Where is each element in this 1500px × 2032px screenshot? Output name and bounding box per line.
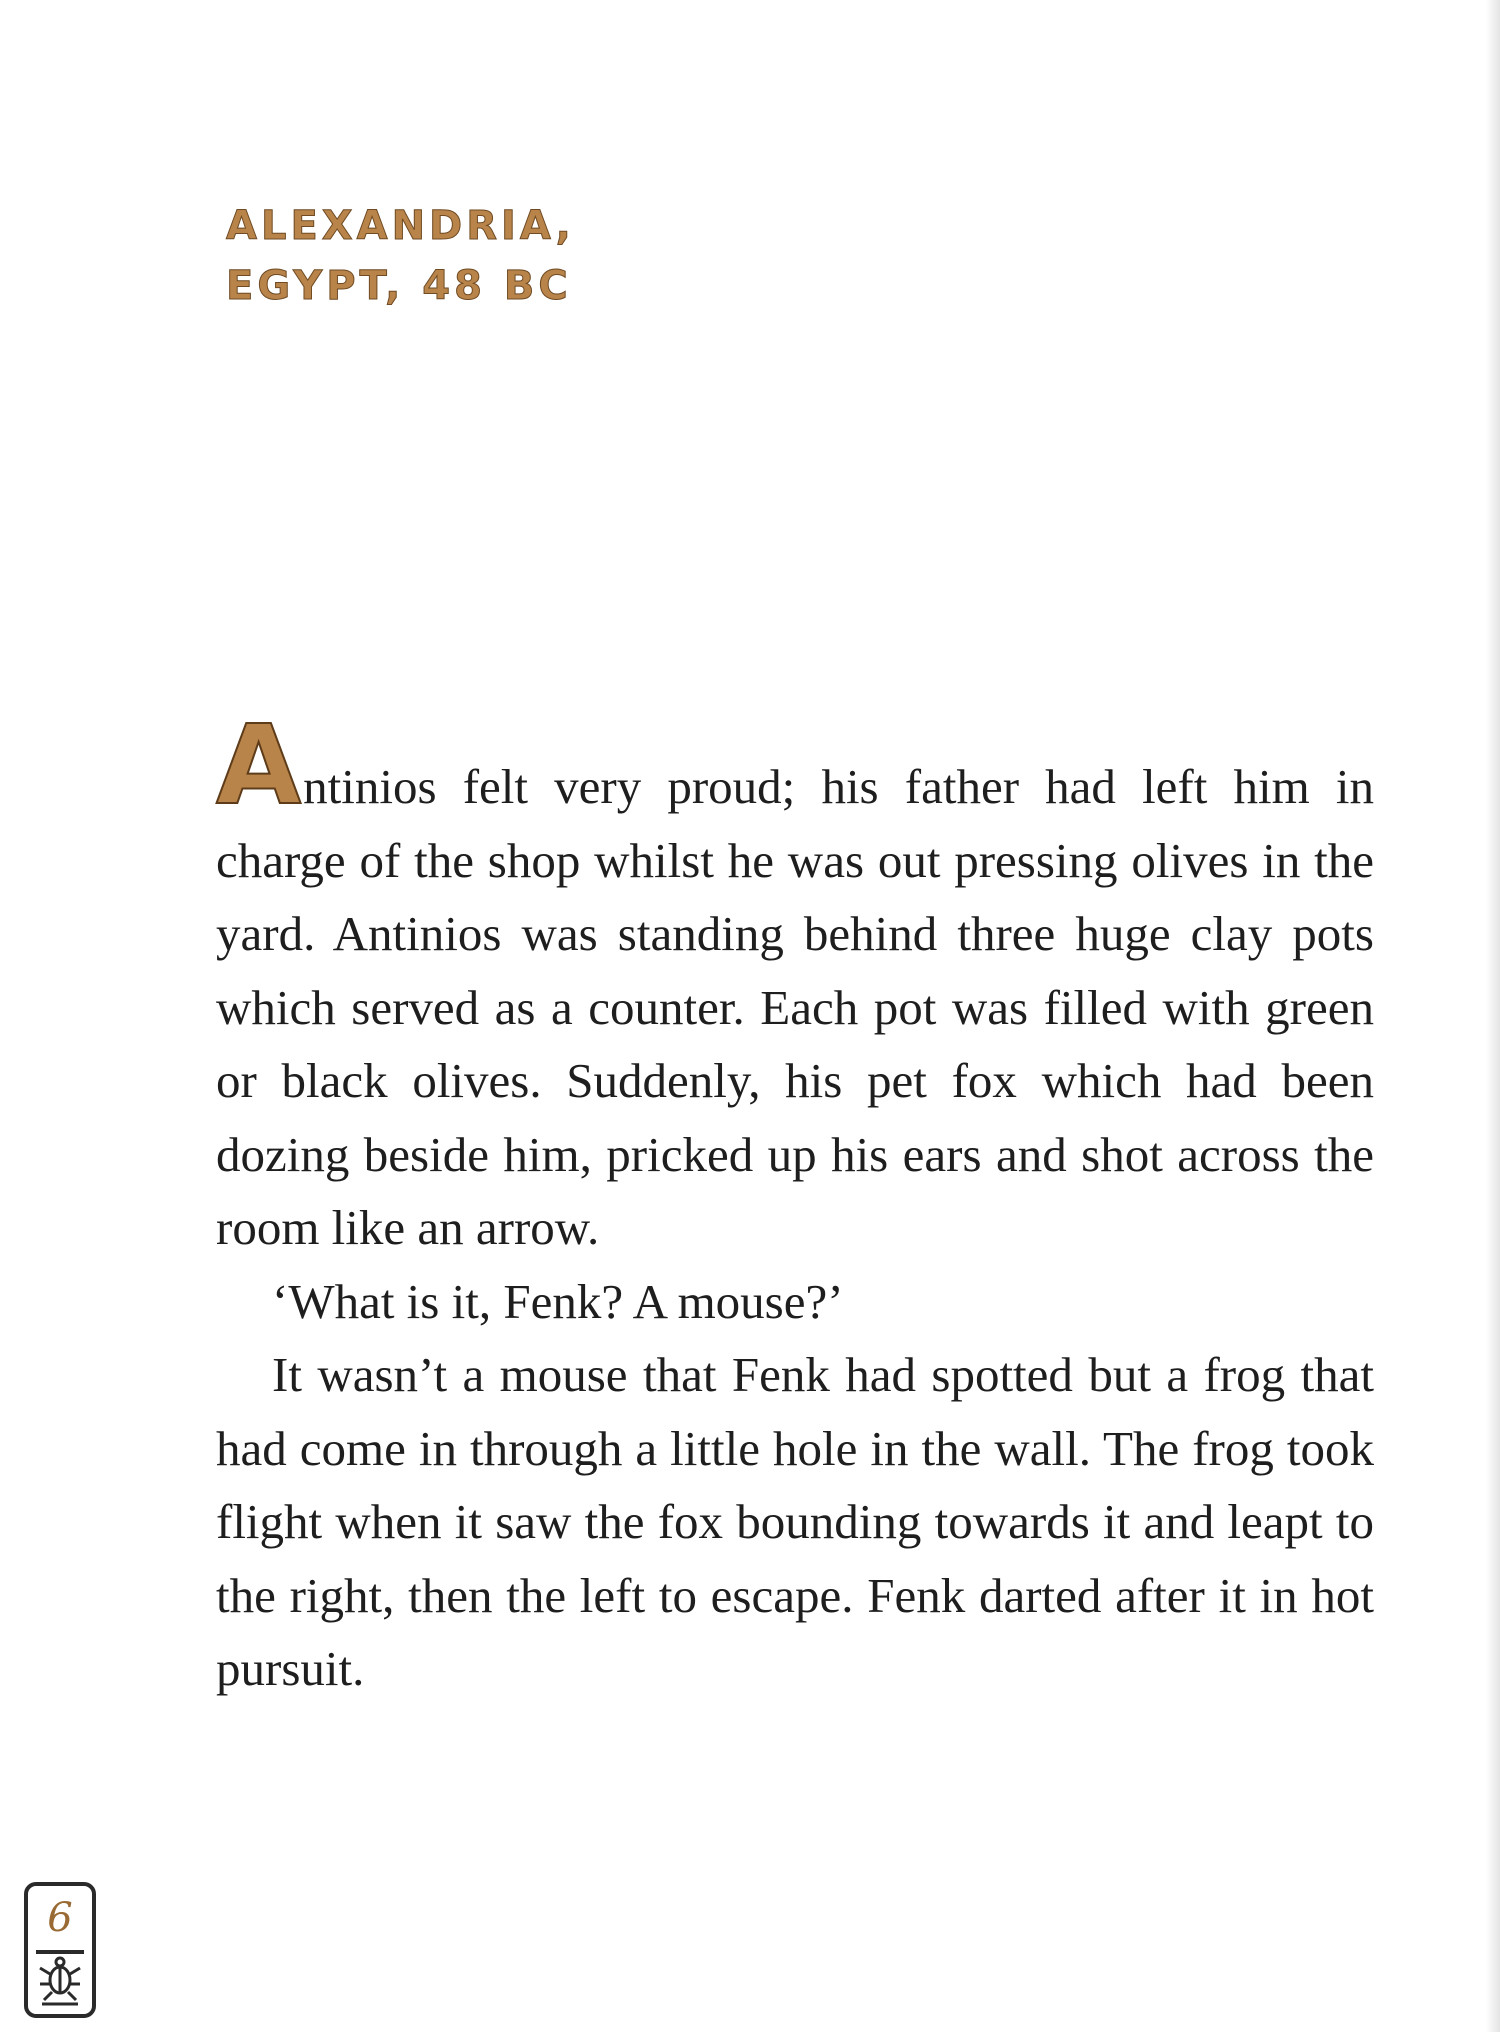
paragraph-1-text: ntinios felt very proud; his father had left him in charge of the shop whilst he was out pressing olives in the yard. Antinios was standing behind three huge clay pots which served as a counter. Each pot was filled with green or black olives. Suddenly, his pet fox which had been dozing beside him, pricked up his ears and shot across the room like an arrow. bbox=[216, 759, 1374, 1255]
paragraph-1 bbox=[216, 701, 1374, 1265]
chapter-heading bbox=[226, 196, 926, 316]
heading-line-place: ALEXANDRIA, bbox=[226, 203, 575, 249]
drop-cap: A bbox=[216, 701, 302, 829]
page-folio bbox=[22, 1880, 98, 2020]
page-edge-shadow bbox=[1486, 0, 1500, 2032]
paragraph-2: ‘What is it, Fenk? A mouse?’ bbox=[272, 1273, 844, 1329]
heading-line-date: EGYPT, 48 BC bbox=[226, 263, 572, 309]
paragraph-3: It wasn’t a mouse that Fenk had spotted but a frog that had come in through a little hole in the wall. The frog took flight when it saw the fox bounding towards it and leapt to the right, then the left to escape. Fenk darted after it in hot pursuit. bbox=[216, 1347, 1374, 1696]
page-number: 6 bbox=[47, 1895, 73, 1941]
story-text bbox=[216, 701, 1374, 1706]
